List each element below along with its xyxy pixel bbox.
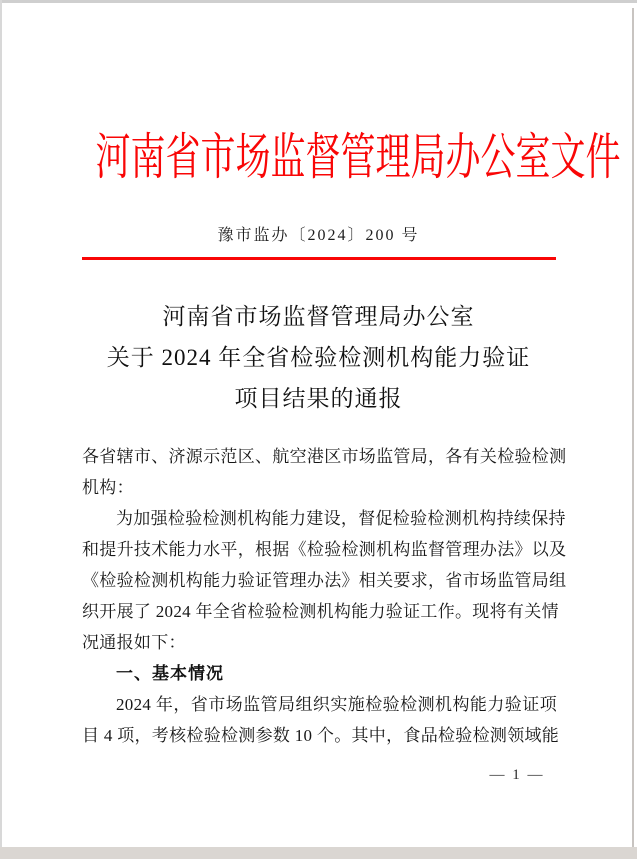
document-title-line-1: 河南省市场监督管理局办公室 — [162, 304, 475, 329]
body-line-para2-2: 目 4 项，考核检验检测参数 10 个。其中，食品检验检测领域能 — [82, 726, 560, 745]
document-number: 豫市监办〔2024〕200 号 — [217, 227, 420, 244]
page-edge-right — [632, 8, 634, 847]
document-body — [82, 441, 567, 751]
section-heading-1: 一、基本情况 — [116, 664, 224, 683]
body-line-para1-1: 为加强检验检测机构能力建设，督促检验检测机构持续保持 — [116, 509, 566, 528]
letterhead-title: 河南省市场监督管理局办公室文件 — [95, 129, 621, 185]
page-edge-left — [0, 0, 2, 859]
document-title-line-2: 关于 2024 年全省检验检测机构能力验证 — [106, 345, 531, 370]
page-edge-bottom — [0, 847, 637, 859]
page-number: — 1 — — [489, 767, 545, 783]
body-line-salutation-2: 机构： — [82, 478, 134, 497]
red-divider-line — [82, 257, 556, 260]
body-line-para1-2: 和提升技术能力水平，根据《检验检测机构监督管理办法》以及 — [82, 540, 567, 559]
body-line-para1-4: 织开展了 2024 年全省检验检测机构能力验证工作。现将有关情 — [82, 602, 559, 621]
document-title-line-3: 项目结果的通报 — [234, 386, 403, 411]
page-edge-top — [0, 0, 637, 3]
body-line-para2-1: 2024 年，省市场监管局组织实施检验检测机构能力验证项 — [116, 695, 557, 714]
body-line-salutation-1: 各省辖市、济源示范区、航空港区市场监管局，各有关检验检测 — [82, 447, 567, 466]
body-line-para1-3: 《检验检测机构能力验证管理办法》相关要求，省市场监管局组 — [82, 571, 567, 590]
document-title — [30, 296, 607, 419]
body-line-para1-5: 况通报如下： — [82, 633, 186, 652]
